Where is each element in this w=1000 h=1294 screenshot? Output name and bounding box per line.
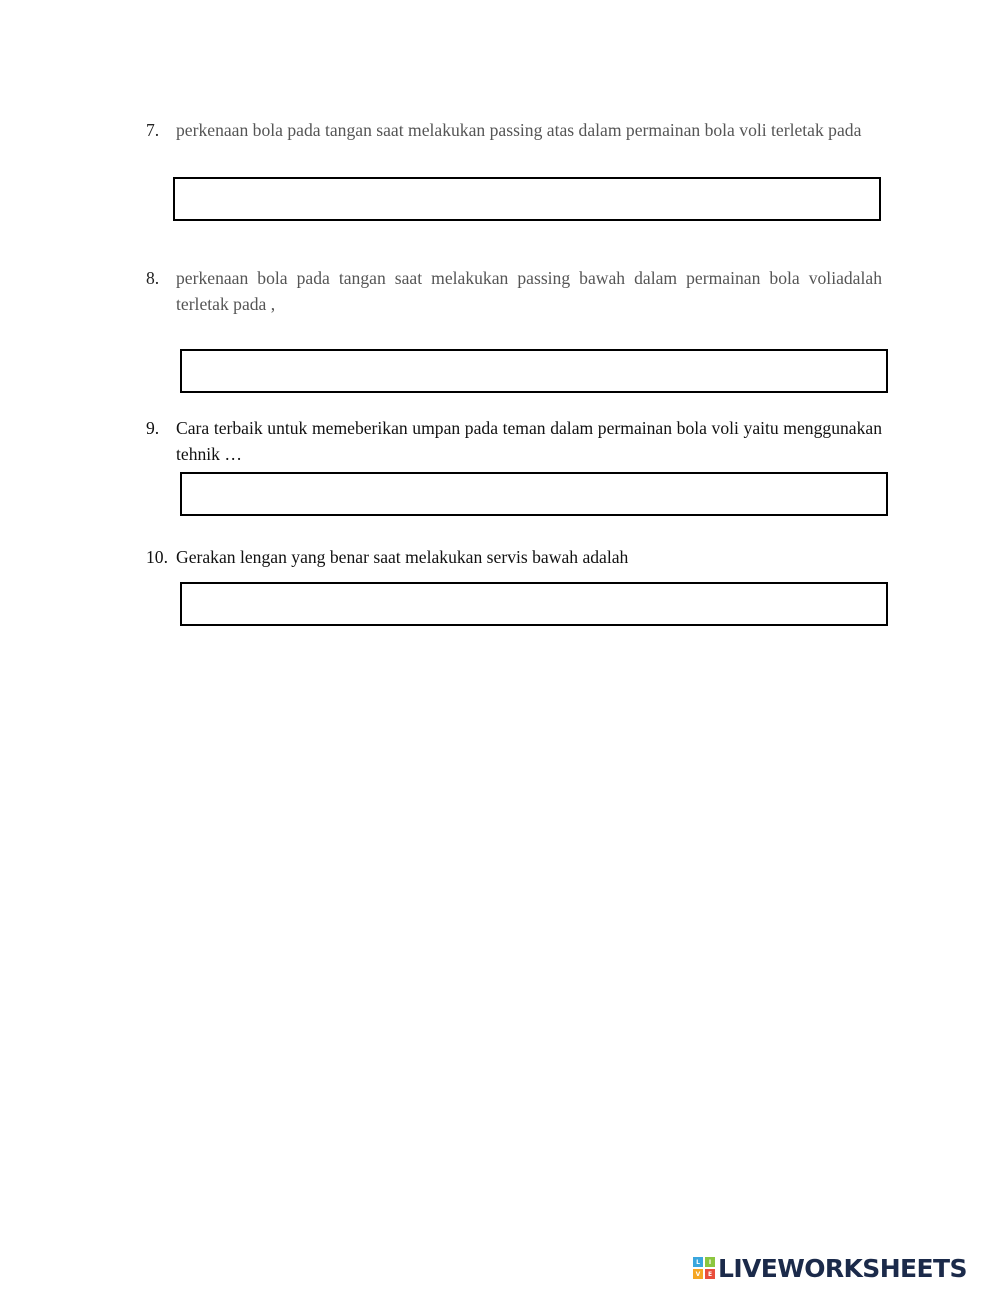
question-text: Gerakan lengan yang benar saat melakukan servis bawah adalah xyxy=(176,547,629,567)
question-number: 9. xyxy=(146,418,160,438)
answer-box-8[interactable] xyxy=(180,349,888,393)
question-text: perkenaan bola pada tangan saat melakukan passing bawah dalam permainan bola voliadalah terletak pada , xyxy=(176,268,882,314)
logo-tile: I xyxy=(705,1257,715,1267)
logo-tile: L xyxy=(693,1257,703,1267)
question-7 xyxy=(146,117,882,143)
question-text: perkenaan bola pada tangan saat melakukan passing atas dalam permainan bola voli terletak pada xyxy=(176,120,862,140)
logo-tile: V xyxy=(693,1269,703,1279)
question-text: Cara terbaik untuk memeberikan umpan pada teman dalam permainan bola voli yaitu menggunakan tehnik … xyxy=(176,418,882,464)
logo-tile: E xyxy=(705,1269,715,1279)
question-10 xyxy=(146,544,882,570)
question-number: 8. xyxy=(146,268,160,288)
brand-name: LIVEWORKSHEETS xyxy=(718,1253,967,1283)
answer-box-7[interactable] xyxy=(173,177,881,221)
question-8 xyxy=(146,265,882,317)
answer-box-9[interactable] xyxy=(180,472,888,516)
liveworksheets-logo-icon xyxy=(693,1257,715,1279)
question-number: 7. xyxy=(146,120,160,140)
question-number: 10. xyxy=(146,547,168,567)
question-9 xyxy=(146,415,882,467)
answer-box-10[interactable] xyxy=(180,582,888,626)
liveworksheets-brand xyxy=(693,1253,967,1283)
